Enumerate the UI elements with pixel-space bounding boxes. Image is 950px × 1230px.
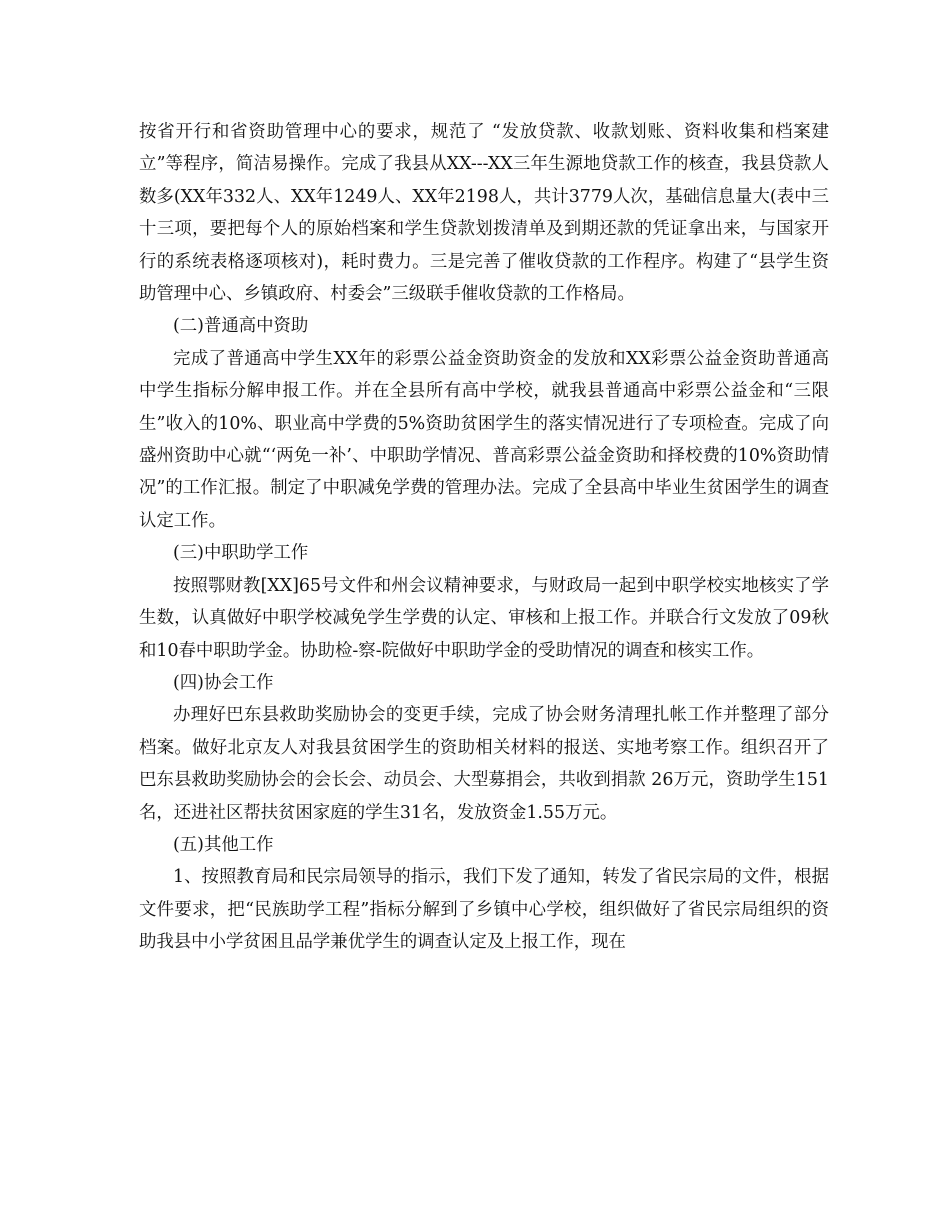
heading-vocational-aid: (三)中职助学工作 bbox=[173, 543, 309, 564]
heading-association-work: (四)协会工作 bbox=[173, 672, 274, 693]
paragraph-vocational-aid: 按照鄂财教[XX]65号文件和州会议精神要求，与财政局一起到中职学校实地核实了学生数，认真做好中职学校减免学生学费的认定、审核和上报工作。并联合行文发放了09秋和10春中职助学金。协助检-察-院做好中职助学金的受助情况的调查和核实工作。 bbox=[139, 575, 829, 661]
paragraph-loan-work: 按省开行和省资助管理中心的要求，规范了 “发放贷款、收款划账、资料收集和档案建立”等程序，简洁易操作。完成了我县从XX---XX三年生源地贷款工作的核查，我县贷款人数多(XX年332人、XX年1249人、XX年2198人，共计3779人次，基础信息量大(表中三十三项，要把每个人的原始档案和学生贷款划拨清单及到期还款的凭证拿出来，与国家开行的系统表格逐项核对)，耗时费力。三是完善了催收贷款的工作程序。构建了“县学生资助管理中心、乡镇政府、村委会”三级联手催收贷款的工作格局。 bbox=[139, 122, 829, 305]
paragraph-other-work: 1、按照教育局和民宗局领导的指示，我们下发了通知，转发了省民宗局的文件，根据文件要求，把“民族助学工程”指标分解到了乡镇中心学校，组织做好了省民宗局组织的资助我县中小学贫困且品学兼优学生的调查认定及上报工作，现在 bbox=[139, 867, 829, 953]
document-body bbox=[139, 116, 829, 959]
paragraph-association-work: 办理好巴东县救助奖励协会的变更手续，完成了协会财务清理扎帐工作并整理了部分档案。做好北京友人对我县贫困学生的资助相关材料的报送、实地考察工作。组织召开了巴东县救助奖励协会的会长会、动员会、大型募捐会，共收到捐款 26万元，资助学生151名，还进社区帮扶贫困家庭的学生31名，发放资金1.55万元。 bbox=[139, 705, 829, 823]
heading-high-school-aid: (二)普通高中资助 bbox=[173, 316, 309, 337]
paragraph-high-school-aid: 完成了普通高中学生XX年的彩票公益金资助资金的发放和XX彩票公益金资助普通高中学生指标分解申报工作。并在全县所有高中学校，就我县普通高中彩票公益金和“三限生”收入的10%、职业高中学费的5%资助贫困学生的落实情况进行了专项检查。完成了向盛州资助中心就“‘两免一补’、中职助学情况、普高彩票公益金资助和择校费的10%资助情况”的工作汇报。制定了中职减免学费的管理办法。完成了全县高中毕业生贫困学生的调查认定工作。 bbox=[139, 348, 829, 531]
heading-other-work: (五)其他工作 bbox=[173, 834, 274, 855]
